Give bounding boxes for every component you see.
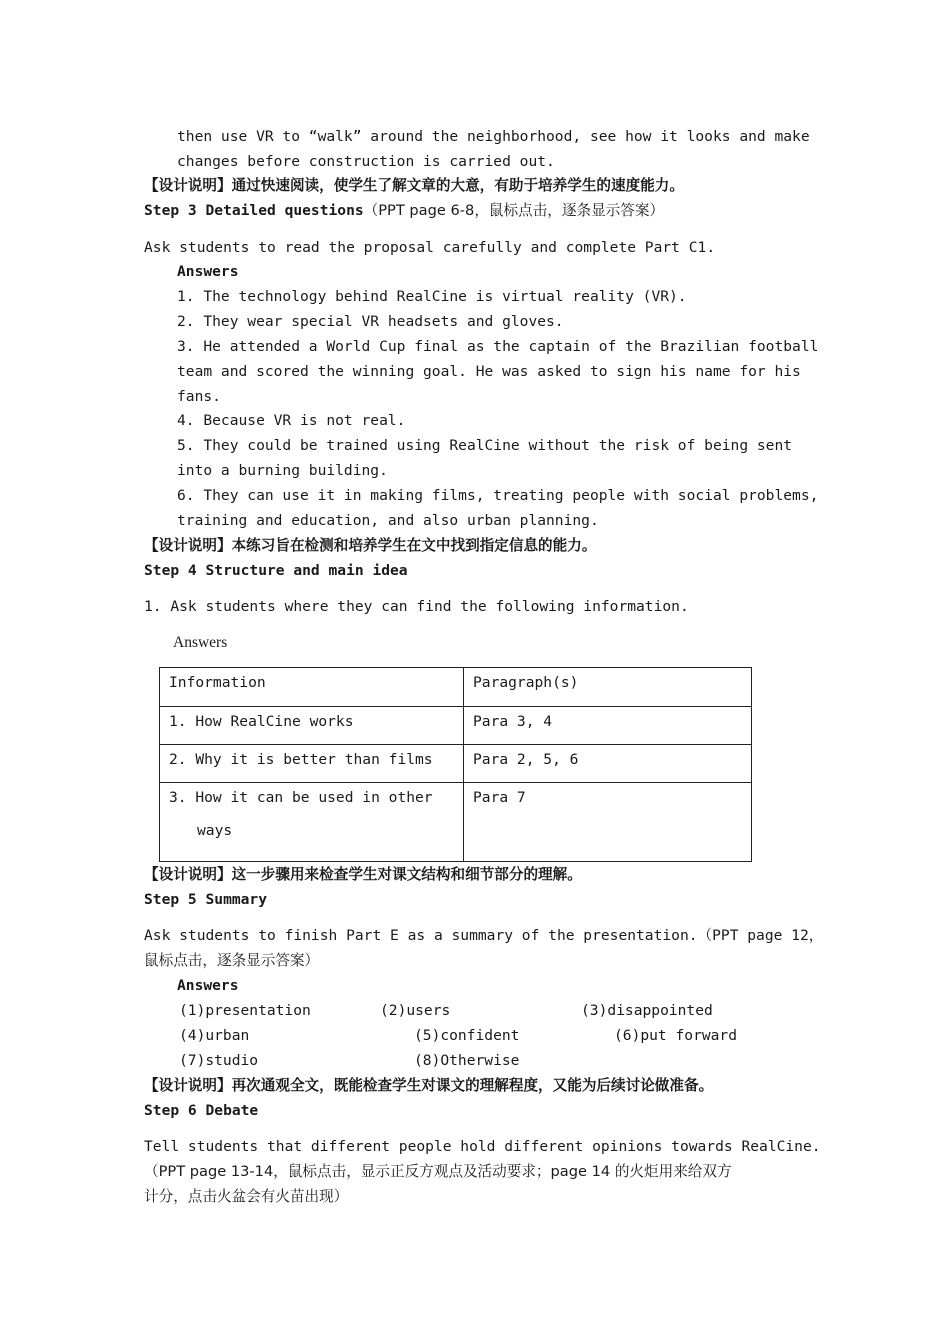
table-cell-para-3: Para 7 [464,783,752,862]
summary-answer-1: (1)presentation [179,1002,311,1019]
summary-answer-5: (5)confident [414,1027,520,1044]
step6-line-1: Tell students that different people hold different opinions towards RealCine. [144,1138,821,1155]
table-row [160,745,752,783]
step5-instruction-line-2: 鼠标点击，逐条显示答案） [144,952,320,969]
step4-instruction: 1. Ask students where they can find the following information. [144,598,689,615]
step3-heading-note: （PPT page 6-8，鼠标点击，逐条显示答案） [363,202,665,219]
step3-answer-6-line-1: 6. They can use it in making films, treating people with social problems, [177,487,819,504]
summary-answer-6: (6)put forward [614,1027,738,1044]
step6-heading: Step 6 Debate [144,1102,259,1119]
design-note-step4: 【设计说明】这一步骤用来检查学生对课文结构和细节部分的理解。 [144,866,582,883]
design-note-1: 【设计说明】通过快速阅读，使学生了解文章的大意，有助于培养学生的速度能力。 [144,177,684,194]
summary-answer-2: (2)users [380,1002,451,1019]
step3-answer-3-line-3: fans. [177,388,221,405]
summary-answer-3: (3)disappointed [581,1002,713,1019]
step5-instruction-line-1: Ask students to finish Part E as a summary of the presentation.（PPT page 12， [144,927,824,944]
table-row [160,783,752,862]
intro-line-2: changes before construction is carried out. [177,153,555,170]
step3-answers-label: Answers [177,263,239,280]
table-header-information: Information [160,668,464,707]
step3-instruction: Ask students to read the proposal carefully and complete Part C1. [144,239,716,256]
table-row-header [160,668,752,707]
step6-line-3: 计分，点击火盆会有火苗出现） [144,1188,349,1205]
table-cell-info-1: 1. How RealCine works [160,707,464,745]
summary-answer-7: (7)studio [179,1052,259,1069]
step3-answer-2: 2. They wear special VR headsets and gloves. [177,313,564,330]
summary-answer-4: (4)urban [179,1027,250,1044]
step3-answer-6-line-2: training and education, and also urban planning. [177,512,599,529]
step4-heading: Step 4 Structure and main idea [144,562,408,579]
table-row [160,707,752,745]
step3-answer-3-line-1: 3. He attended a World Cup final as the captain of the Brazilian football [177,338,819,355]
step3-answer-1: 1. The technology behind RealCine is virtual reality (VR). [177,288,687,305]
step5-answers-label: Answers [177,977,239,994]
step3-heading: Step 3 Detailed questions [144,202,364,219]
design-note-step3: 【设计说明】本练习旨在检测和培养学生在文中找到指定信息的能力。 [144,537,597,554]
step3-answer-3-line-2: team and scored the winning goal. He was asked to sign his name for his [177,363,801,380]
step3-answer-5-line-1: 5. They could be trained using RealCine without the risk of being sent [177,437,793,454]
step3-answer-4: 4. Because VR is not real. [177,412,406,429]
summary-answer-8: (8)Otherwise [414,1052,520,1069]
table-cell-info-3-cont: ways [197,822,233,839]
table-header-paragraphs: Paragraph(s) [464,668,752,707]
table-cell-para-2: Para 2, 5, 6 [464,745,752,783]
step3-heading-row [144,202,664,220]
intro-line-1: then use VR to “walk” around the neighborhood, see how it looks and make [177,128,810,145]
table-cell-info-3-text: 3. How it can be used in other [169,789,433,806]
table-cell-info-2: 2. Why it is better than films [160,745,464,783]
step5-heading: Step 5 Summary [144,891,268,908]
step6-line-2: （PPT page 13-14，鼠标点击，显示正反方观点及活动要求；page 14 的火炬用来给双方 [144,1163,732,1180]
step3-answer-5-line-2: into a burning building. [177,462,388,479]
design-note-step5: 【设计说明】再次通观全文，既能检查学生对课文的理解程度，又能为后续讨论做准备。 [144,1077,714,1094]
table-cell-para-1: Para 3, 4 [464,707,752,745]
table-cell-info-3 [160,783,464,862]
info-table [159,667,752,862]
step4-answers-label: Answers [173,634,228,651]
